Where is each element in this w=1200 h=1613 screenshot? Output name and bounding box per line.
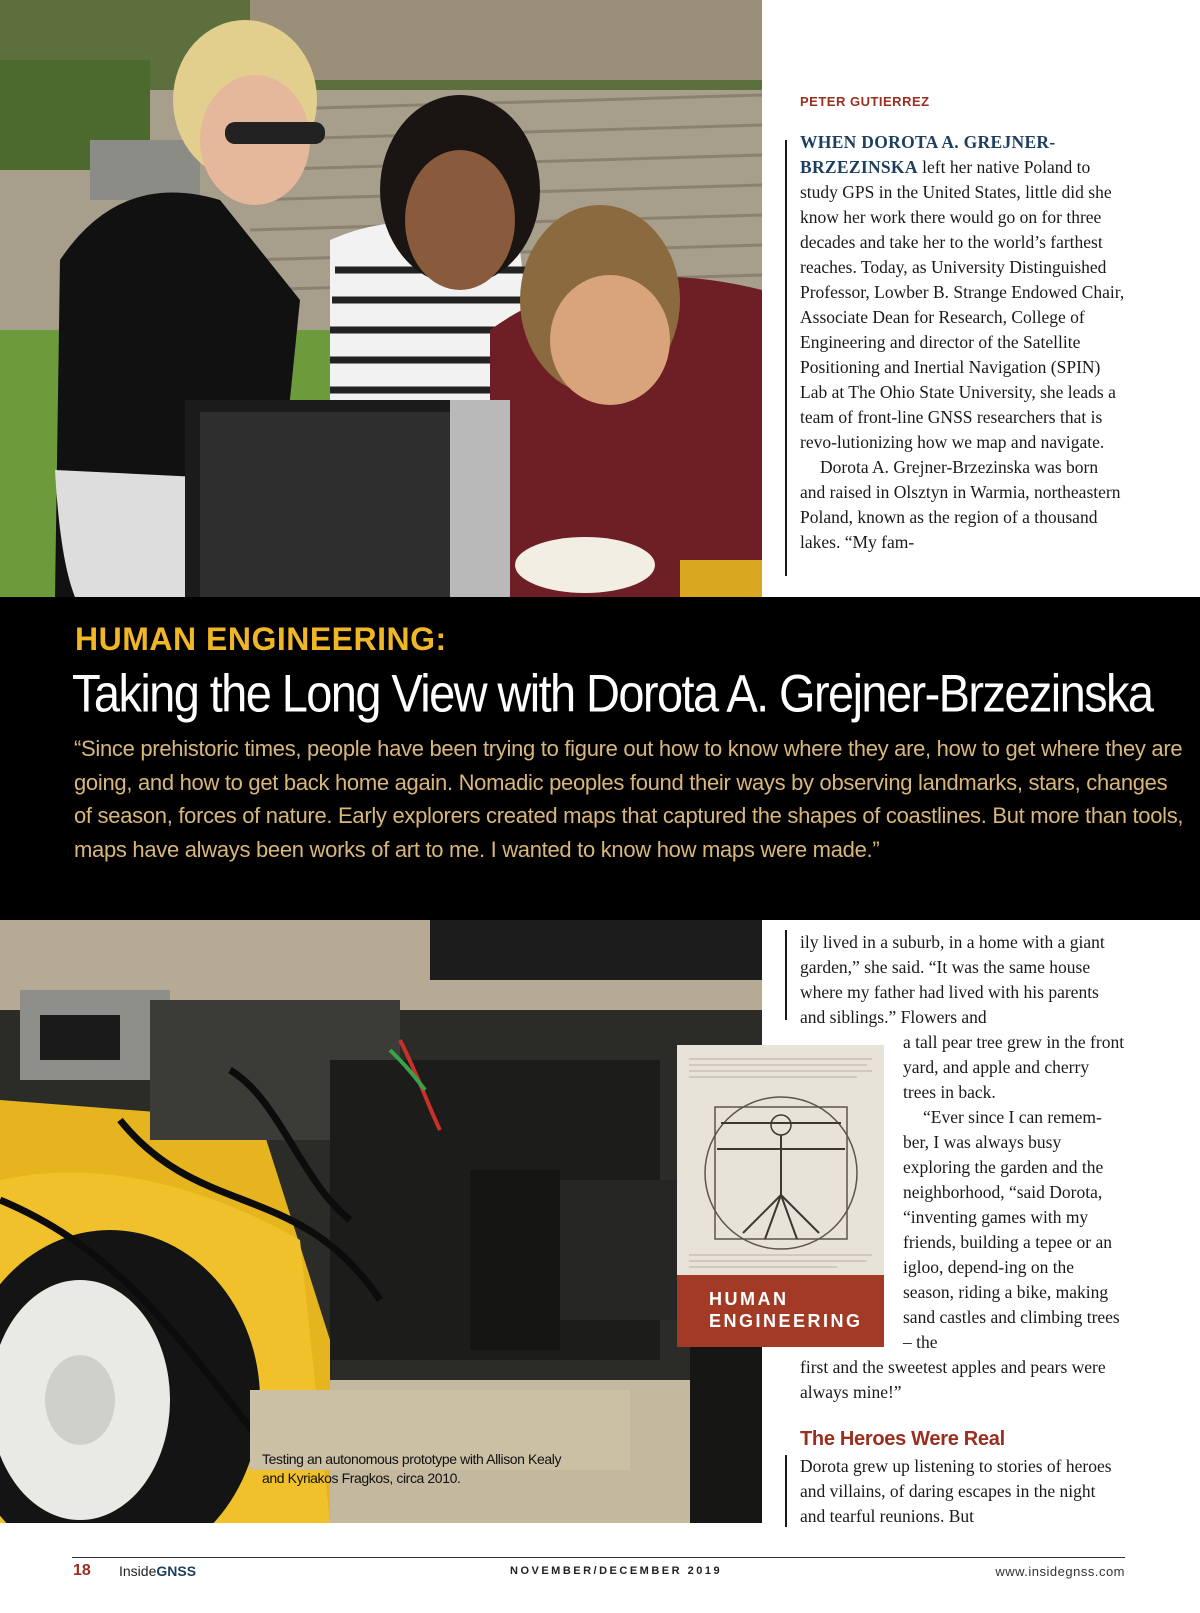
section-text: Dorota grew up listening to stories of heroes and villains, of daring escapes in the night and tearful reunions. But bbox=[800, 1456, 1112, 1526]
column-rule-top bbox=[785, 140, 787, 576]
article-headline: Taking the Long View with Dorota A. Grejner-Brzezinska bbox=[72, 663, 1153, 723]
page-number: 18 bbox=[73, 1562, 91, 1579]
magazine-name bbox=[119, 1563, 196, 1579]
magazine-name-gnss: GNSS bbox=[156, 1563, 197, 1579]
bottom-photo-vehicle bbox=[0, 920, 762, 1523]
continuation-narrow bbox=[903, 1030, 1125, 1355]
pull-quote: “Since prehistoric times, people have been trying to figure out how to know where they are, how to get where they are going, and how to get back home again. Nomadic peoples found their ways by observing landmarks, stars, changes of season, forces of nature. Early explorers created maps that captured the shapes of coastlines. But more than tools, maps have always been works of art to me. I wanted to know how maps were made.” bbox=[74, 736, 1184, 862]
byline: PETER GUTIERREZ bbox=[800, 94, 930, 109]
photo-caption: Testing an autonomous prototype with Allison Kealy and Kyriakos Fragkos, circa 2010. bbox=[262, 1451, 562, 1486]
continuation-wide-1: ily lived in a suburb, in a home with a giant garden,” she said. “It was the same house where my father had lived with his parents and siblings.” Flowers and bbox=[800, 932, 1105, 1027]
issue-date: NOVEMBER/DECEMBER 2019 bbox=[510, 1565, 723, 1577]
footer-rule bbox=[72, 1557, 1125, 1558]
section-label-line-2: ENGINEERING bbox=[709, 1311, 863, 1331]
vitruvian-man-image bbox=[677, 1045, 884, 1277]
lead-in: WHEN DOROTA A. GREJNER-BRZEZINSKA bbox=[800, 132, 1056, 177]
column-rule-bottom bbox=[785, 1455, 787, 1527]
intro-paragraph-1-body: left her native Poland to study GPS in the United States, little did she know her work there would go on for three decades and take her to the world’s farthest reaches. Today, as University Distinguished Professor, Lowber B. Strange Endowed Chair, Associate Dean for Research, College of Engineering and director of the Satellite Positioning and Inertial Navigation (SPIN) Lab at The Ohio State University, she leads a team of front-line GNSS researchers that is revo-lutionizing how we map and navigate. bbox=[800, 157, 1125, 452]
continuation-narrow-2: “Ever since I can remem-ber, I was always busy exploring the garden and the neighborhood, “said Dorota, “inventing games with my friends, building a tepee or an igloo, depend-ing on the season, riding a bike, making sand castles and climbing trees – the bbox=[903, 1107, 1120, 1352]
website-url: www.insidegnss.com bbox=[995, 1564, 1125, 1579]
magazine-name-inside: Inside bbox=[119, 1563, 157, 1579]
section-label-box bbox=[677, 1275, 884, 1347]
continuation-wide-2: first and the sweetest apples and pears were always mine!” bbox=[800, 1357, 1106, 1402]
column-rule-mid bbox=[785, 930, 787, 1020]
top-photo-researchers bbox=[0, 0, 762, 597]
continuation-narrow-1: a tall pear tree grew in the front yard, and apple and cherry trees in back. bbox=[903, 1032, 1125, 1102]
intro-text bbox=[800, 130, 1125, 555]
intro-paragraph-1 bbox=[800, 130, 1125, 455]
section-label-line-1: HUMAN bbox=[709, 1289, 789, 1309]
section-heading: The Heroes Were Real bbox=[800, 1428, 1005, 1450]
article-kicker: HUMAN ENGINEERING: bbox=[75, 621, 447, 657]
intro-paragraph-2: Dorota A. Grejner-Brzezinska was born and raised in Olsztyn in Warmia, northeastern Poland, known as the region of a thousand lakes. “My fam- bbox=[800, 457, 1121, 552]
